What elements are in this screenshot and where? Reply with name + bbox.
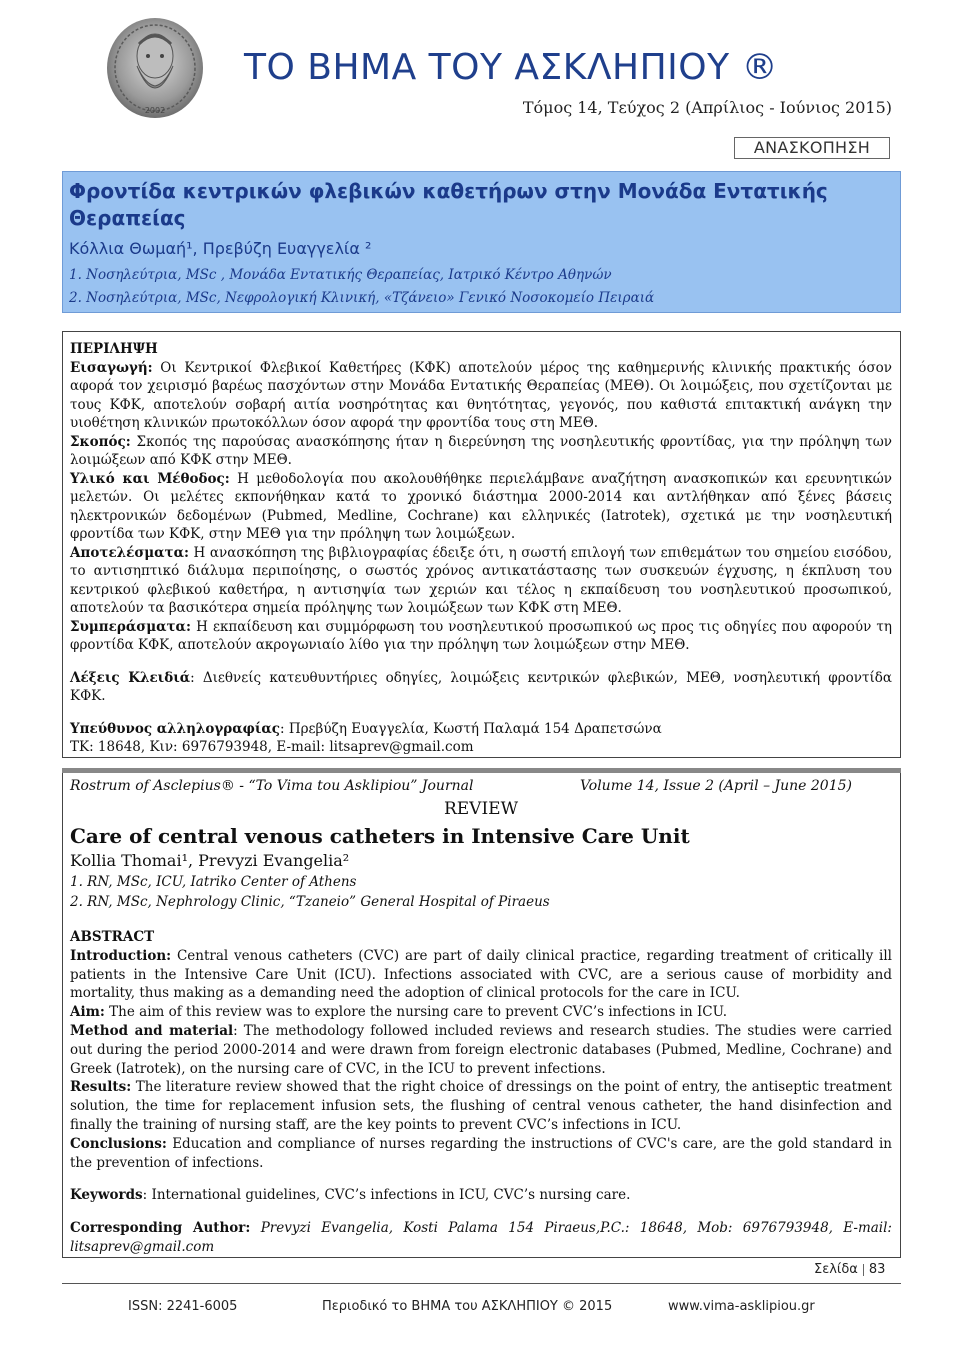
english-conclusions-label: Conclusions:	[70, 1135, 167, 1152]
english-aim	[70, 1003, 892, 1022]
english-aim-text: The aim of this review was to explore the nursing care to prevent CVC’s infections in ICU.	[104, 1004, 728, 1021]
english-intro-text: Central venous catheters (CVC) are part of daily clinical practice, regarding treatment of critically ill patients in the Intensive Care Unit (ICU). Infections associated with CVC, are a serious cause of morbidity and mortality, thus making as a demanding need the adoption of clinical protocols for the care in ICU.	[70, 947, 892, 1002]
greek-keywords-text: : Διεθνείς κατευθυντήριες οδηγίες, λοιμώξεις κεντρικών φλεβικών, ΜΕΘ, νοσηλευτική φροντίδα ΚΦΚ.	[70, 669, 892, 704]
greek-authors: Κόλλια Θωμαή¹, Πρεβύζη Ευαγγελία ²	[69, 239, 372, 258]
page-number	[814, 1262, 885, 1277]
greek-aim	[70, 433, 892, 470]
greek-results-label: Αποτελέσματα:	[70, 544, 190, 561]
english-keywords-label: Keywords	[70, 1187, 143, 1204]
greek-article-title: Φροντίδα κεντρικών φλεβικών καθετήρων στην Μονάδα Εντατικής Θεραπείας	[69, 179, 828, 230]
english-journal-row	[70, 775, 892, 797]
english-section-label: REVIEW	[443, 799, 519, 819]
english-authors: Kollia Thomai¹, Prevyzi Evangelia²	[70, 851, 350, 870]
page-number-value: 83	[868, 1262, 886, 1277]
page-label: Σελίδα	[814, 1262, 858, 1277]
greek-affiliation-2: 2. Νοσηλεύτρια, MSc, Νεφρολογική Κλινική, «Τζάνειο» Γενικό Νοσοκομείο Πειραιά	[69, 290, 655, 306]
english-journal-name: Rostrum of Asclepius® - “To Vima tou Asklipiou” Journal	[70, 778, 474, 794]
english-method-label: Method and material	[70, 1022, 234, 1039]
footer-rule	[62, 1283, 901, 1284]
journal-title: ΤΟ ΒΗΜΑ ΤΟΥ ΑΣΚΛΗΠΙΟΥ ®	[244, 47, 779, 88]
english-intro-label: Introduction:	[70, 947, 172, 964]
english-article-title: Care of central venous catheters in Intensive Care Unit	[70, 824, 690, 848]
english-method-text: : The methodology followed included reviews and research studies. The studies were carried out during the period 2000-2014 and were drawn from foreign electronic databases (Pubmed, Medline, Cochrane) and Greek (Iatrotek), on the nursing care of CVC, in the ICU to prevent infections.	[70, 1022, 893, 1077]
greek-intro-label: Εισαγωγή:	[70, 359, 153, 376]
footer-website[interactable]: www.vima-asklipiou.gr	[668, 1299, 815, 1314]
greek-correspondence	[70, 720, 892, 739]
asclepius-head-logo-icon	[93, 14, 217, 118]
greek-conclusions	[70, 618, 892, 655]
greek-aim-text: Σκοπός της παρούσας ανασκόπησης ήταν η διερεύνηση της νοσηλευτικής φροντίδας, για την πρόληψη των λοιμώξεων από ΚΦΚ στην ΜΕΘ.	[70, 433, 892, 468]
english-intro	[70, 947, 892, 1003]
english-correspondence	[70, 1219, 892, 1257]
english-volume-info: Volume 14, Issue 2 (April – June 2015)	[579, 778, 852, 794]
english-results-text: The literature review showed that the right choice of dressings on the point of entry, the antiseptic treatment solution, the time for replacement infusion sets, the flushing of central venous catheter, the hand disinfection and finally the training of nursing staff, are the key points to prevent CVC’s infections in ICU.	[70, 1079, 892, 1133]
greek-results	[70, 544, 892, 618]
english-abstract-heading: ABSTRACT	[70, 929, 155, 945]
english-keywords-text: : International guidelines, CVC’s infections in ICU, CVC’s nursing care.	[142, 1187, 631, 1204]
issue-info: Τόμος 14, Τεύχος 2 (Απρίλιος - Ιούνιος 2015)	[522, 98, 892, 117]
greek-results-text: Η ανασκόπηση της βιβλιογραφίας έδειξε ότι, η σωστή επιλογή των επιθεμάτων του σημείου εισόδου, το αντισηπτικό διάλυμα περιποίησης, ο σωστός χρόνος αντικατάστασης των συσκευών έγχυσης, η έκπλυση του κεντρικού φλεβικού καθετήρα, η αντισηψία των χεριών και τέλος η εκπαίδευση του νοσηλευτικού προσωπικού, αποτελούν τα βασικότερα σημεία πρόληψης των λοιμώξεων των ΚΦΚ στη ΜΕΘ.	[70, 544, 892, 616]
english-method	[70, 1022, 892, 1078]
english-aim-label: Aim:	[70, 1004, 105, 1021]
english-abstract-box	[62, 773, 901, 1258]
footer-publisher: Περιοδικό το ΒΗΜΑ του ΑΣΚΛΗΠΙΟΥ © 2015	[322, 1299, 613, 1314]
greek-intro-text: Οι Κεντρικοί Φλεβικοί Καθετήρες (ΚΦΚ) αποτελούν μέρος της καθημερινής κλινικής πρακτικής όσον αφορά τον χειρισμό βαρέως πασχόντων στην Μονάδα Εντατικής Θεραπείας (ΜΕΘ). Οι λοιμώξεις, που σχετίζονται με τους ΚΦΚ, αποτελούν σοβαρή αιτία νοσηρότητας και θνητότητας, γεγονός, που καθιστά επιτακτική ανάγκη την υιοθέτηση κλινικών πρωτοκόλλων όσον αφορά την φροντίδα τους στη ΜΕΘ.	[70, 359, 892, 431]
section-label: ΑΝΑΣΚΟΠΗΣΗ	[734, 137, 890, 159]
greek-intro	[70, 359, 892, 433]
english-conclusions	[70, 1135, 892, 1173]
english-results-label: Results:	[70, 1079, 132, 1096]
greek-keywords-label: Λέξεις Κλειδιά	[70, 669, 191, 686]
english-corr-label: Corresponding Author:	[70, 1220, 251, 1237]
greek-corr-line2: ΤΚ: 18648, Κιν: 6976793948, E-mail: litsaprev@gmail.com	[70, 739, 474, 755]
english-affiliation-2: 2. RN, MSc, Nephrology Clinic, “Tzaneio” General Hospital of Piraeus	[70, 894, 550, 910]
greek-affiliation-1: 1. Νοσηλεύτρια, MSc , Μονάδα Εντατικής Θεραπείας, Ιατρικό Κέντρο Αθηνών	[69, 267, 612, 283]
greek-abstract-box	[62, 331, 901, 758]
english-conclusions-text: Education and compliance of nurses regarding the instructions of CVC's care, are the gold standard in the prevention of infections.	[70, 1135, 892, 1171]
greek-corr-label: Υπεύθυνος αλληλογραφίας	[70, 720, 280, 737]
greek-corr-line1: : Πρεβύζη Ευαγγελία, Κωστή Παλαμά 154 Δραπετσώνα	[280, 720, 662, 737]
greek-method-text: Η μεθοδολογία που ακολουθήθηκε περιελάμβανε αναζήτηση ανασκοπικών και ερευνητικών μελετών. Οι μελέτες εκπονήθηκαν κατά το χρονικό διάστημα 2000-2014 και αντλήθηκαν από ξένες βάσεις ηλεκτρονικών δεδομένων (Pubmed, Medline, Cochrane) και ελληνικές (Iatrotek), σχετικά με την νοσηλευτική φροντίδα των ΚΦΚ, στην ΜΕΘ για την πρόληψη των λοιμώξεων.	[70, 470, 892, 542]
greek-article-header	[62, 171, 901, 313]
greek-keywords	[70, 669, 892, 706]
greek-aim-label: Σκοπός:	[70, 433, 131, 450]
greek-abstract-heading: ΠΕΡΙΛΗΨΗ	[70, 341, 158, 357]
footer-issn: ISSN: 2241-6005	[128, 1299, 238, 1314]
greek-method-label: Υλικό και Μέθοδος:	[70, 470, 230, 487]
greek-conclusions-label: Συμπεράσματα:	[70, 618, 191, 635]
english-affiliation-1: 1. RN, MSc, ICU, Iatriko Center of Athens	[70, 874, 357, 890]
greek-conclusions-text: Η εκπαίδευση και συμμόρφωση του νοσηλευτικού προσωπικού ως προς τις οδηγίες που αφορούν τη φροντίδα ΚΦΚ, αποτελούν ακρογωνιαίο λίθο για την πρόληψη των λοιμώξεων στην ΜΕΘ.	[70, 618, 892, 653]
logo-year: 2002	[144, 106, 166, 115]
english-corr-text: Prevyzi Evangelia, Kosti Palama 154 Piraeus,P.C.: 18648, Mob: 6976793948, E-mail: litsaprev@gmail.com	[70, 1220, 892, 1255]
english-results	[70, 1078, 892, 1134]
english-keywords	[70, 1186, 892, 1205]
greek-method	[70, 470, 892, 544]
